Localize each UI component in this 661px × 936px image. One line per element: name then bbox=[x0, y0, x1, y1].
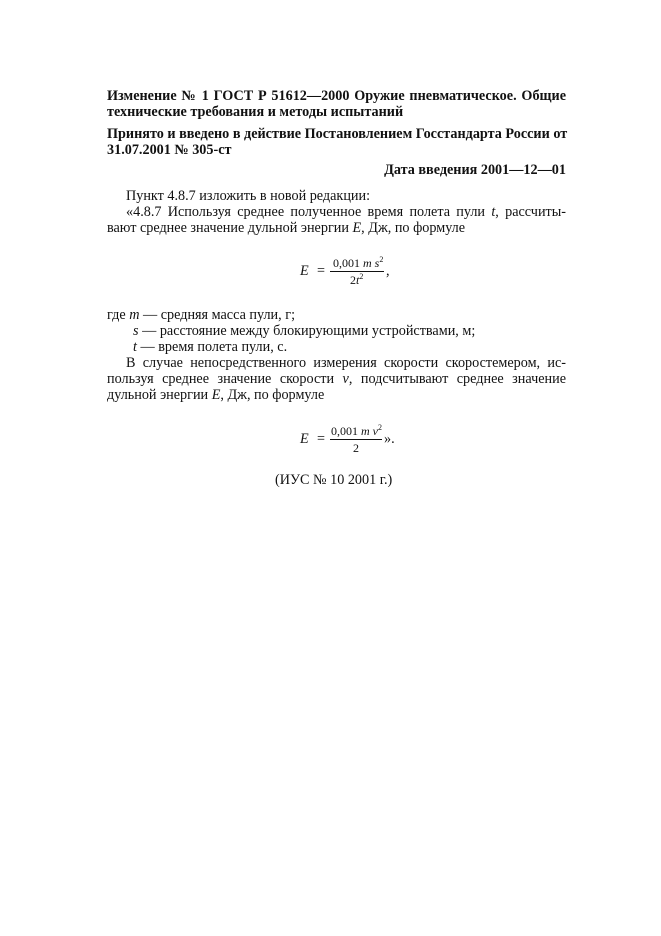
var-v: v bbox=[342, 371, 349, 387]
paragraph-2-line1: В случае непосредственного измерения скорости скоростемером, ис- bbox=[126, 355, 566, 371]
formula-1-trail: , bbox=[386, 263, 390, 279]
where-text-t: — время полета пули, с. bbox=[136, 339, 288, 355]
adoption-note-line1: Принято и введено в действие Постановлением Госстандарта России от bbox=[107, 126, 568, 142]
formula-1-denominator: $2t^2$ bbox=[350, 272, 364, 287]
where-text-m: — средняя масса пули, г; bbox=[139, 307, 296, 323]
formula-1-lhs: E bbox=[300, 263, 309, 279]
p1-l1-text-a: «4.8.7 Используя среднее полученное время полета пули bbox=[126, 204, 492, 220]
formula-1-fraction bbox=[330, 252, 386, 292]
formula-2-lhs: E bbox=[300, 431, 309, 447]
where-var-s: s bbox=[133, 323, 139, 339]
formula-2-fraction bbox=[330, 420, 386, 460]
intro-line: Пункт 4.8.7 изложить в новой редакции: bbox=[126, 188, 371, 204]
formula-2-trail: ». bbox=[384, 431, 395, 447]
p1-l2-text-b: , Дж, по формуле bbox=[361, 220, 466, 236]
formula-2-denominator: 2 bbox=[353, 441, 359, 455]
formula-1-eq: = bbox=[317, 263, 326, 279]
paragraph-2-line3: дульной энергии E, Дж, по формуле bbox=[107, 387, 325, 403]
amendment-title-line2: технические требования и методы испытаний bbox=[107, 104, 404, 120]
where-line-m: где m — средняя масса пули, г; bbox=[107, 307, 296, 323]
paragraph-2-line2: пользуя среднее значение скорости v, подсчитывают среднее значение bbox=[107, 371, 566, 387]
formula-2-bar bbox=[330, 439, 382, 440]
amendment-title-line1: Изменение № 1 ГОСТ Р 51612—2000 Оружие пневматическое. Общие bbox=[107, 88, 566, 104]
source-note: (ИУС № 10 2001 г.) bbox=[275, 472, 393, 488]
formula-1-numerator: 0,001 m $s^2$ bbox=[333, 255, 384, 270]
where-var-t: t bbox=[133, 339, 137, 355]
paragraph-4-8-7-line2 bbox=[107, 219, 465, 237]
formula-1 bbox=[300, 252, 420, 292]
formula-1-bar bbox=[330, 271, 384, 272]
var-t: t bbox=[491, 204, 496, 220]
formula-2 bbox=[300, 420, 420, 460]
var-E: E bbox=[352, 220, 362, 236]
p1-l1-text-b: , рассчиты- bbox=[495, 204, 566, 220]
p1-l2-text-a: вают среднее значение дульной энергии bbox=[107, 220, 353, 236]
adoption-note-line2: 31.07.2001 № 305-ст bbox=[107, 142, 232, 158]
formula-2-eq: = bbox=[317, 431, 326, 447]
var-E-2: E bbox=[211, 387, 221, 403]
effective-date: Дата введения 2001—12—01 bbox=[384, 162, 566, 178]
where-var-m: m bbox=[129, 307, 140, 323]
formula-2-numerator: 0,001 m $v^2$ bbox=[331, 423, 382, 438]
where-text-s: — расстояние между блокирующими устройствами, м; bbox=[138, 323, 476, 339]
